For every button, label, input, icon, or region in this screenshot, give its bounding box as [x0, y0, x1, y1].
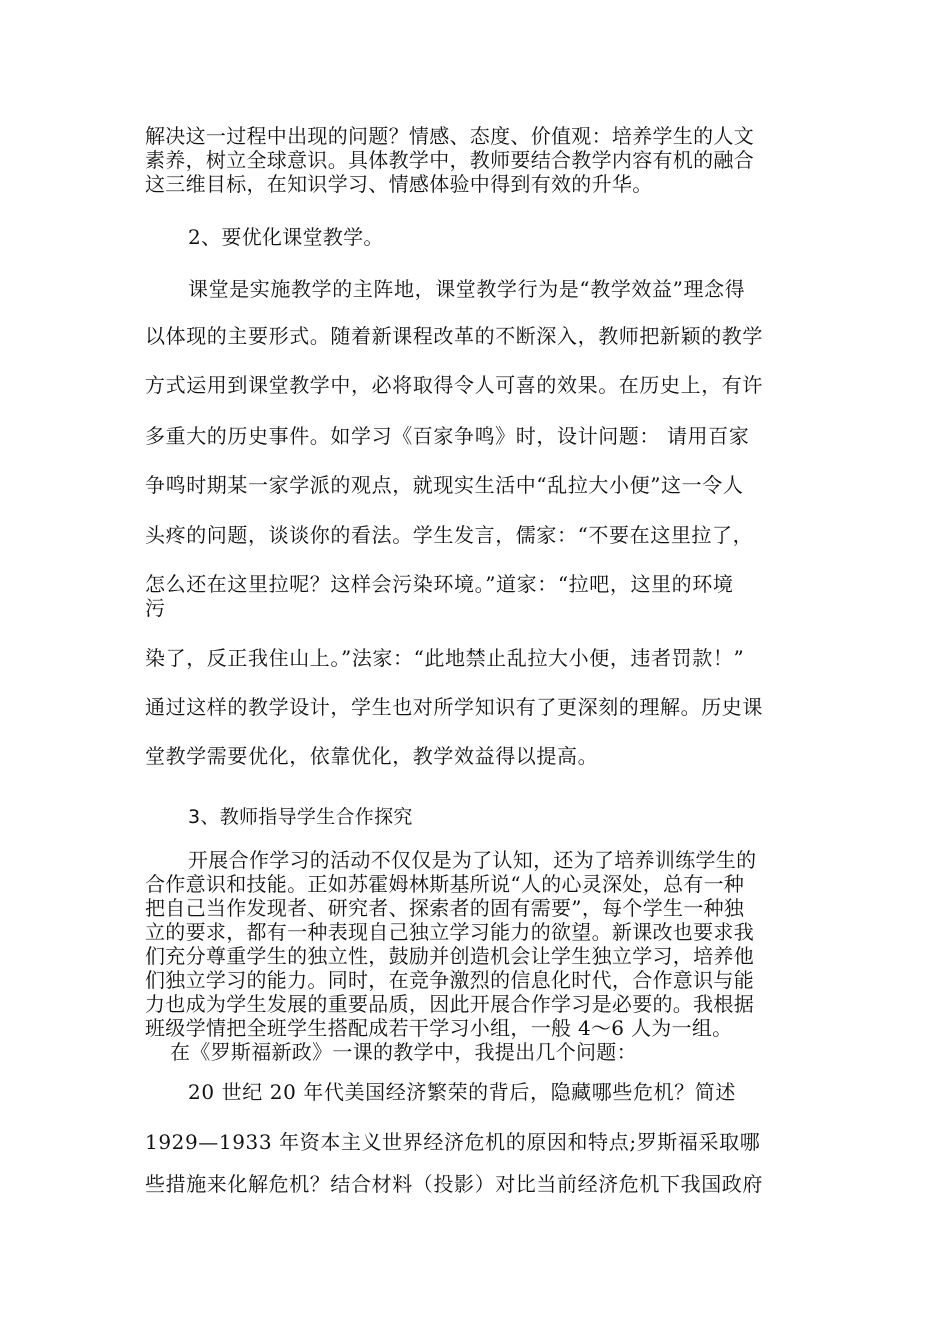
text-line: 方式运用到课堂教学中，必将取得令人可喜的效果。在历史上，有许: [145, 373, 763, 397]
text-line: 解决这一过程中出现的问题？情感、态度、价值观：培养学生的人文: [145, 124, 754, 148]
text-line: 污: [145, 596, 166, 620]
text-line: 这三维目标，在知识学习、情感体验中得到有效的升华。: [145, 172, 653, 196]
text-line: 堂教学需要优化，依靠优化，教学效益得以提高。: [145, 744, 599, 768]
section-heading-2: 2、要优化课堂教学。: [188, 225, 384, 249]
text-line: 力也成为学生发展的重要品质，因此开展合作学习是必要的。我根据: [145, 992, 754, 1016]
text-line: 开展合作学习的活动不仅仅是为了认知，还为了培养训练学生的: [188, 848, 757, 872]
text-line: 班级学情把全班学生搭配成若干学习小组，一般 4～6 人为一组。: [145, 1016, 733, 1040]
text-line: 1929—1933 年资本主义世界经济危机的原因和特点;罗斯福采取哪: [145, 1130, 761, 1154]
text-line: 争鸣时期某一家学派的观点，就现实生活中“乱拉大小便”这一令人: [145, 473, 744, 497]
text-line: 染了，反正我住山上。”法家：“此地禁止乱拉大小便，违者罚款！”: [145, 646, 745, 670]
text-line: 素养，树立全球意识。具体教学中，教师要结合教学内容有机的融合: [145, 148, 754, 172]
text-line: 立的要求，都有一种表现自己独立学习能力的欲望。新课改也要求我: [145, 920, 754, 944]
text-line: 们独立学习的能力。同时，在竞争激烈的信息化时代，合作意识与能: [145, 968, 754, 992]
text-line: 以体现的主要形式。随着新课程改革的不断深入，教师把新颖的教学: [145, 324, 763, 348]
text-line: 把自己当作发现者、研究者、探索者的固有需要”，每个学生一种独: [145, 896, 745, 920]
text-line: 合作意识和技能。正如苏霍姆林斯基所说“人的心灵深处，总有一种: [145, 872, 745, 896]
text-line: 们充分尊重学生的独立性，鼓励并创造机会让学生独立学习，培养他: [145, 944, 754, 968]
text-line: 通过这样的教学设计，学生也对所学知识有了更深刻的理解。历史课: [145, 695, 763, 719]
text-line: 怎么还在这里拉呢？这样会污染环境。”道家：“拉吧，这里的环境: [145, 572, 734, 596]
text-line: 在《罗斯福新政》一课的教学中，我提出几个问题：: [170, 1040, 637, 1064]
text-line: 些措施来化解危机？结合材料（投影）对比当前经济危机下我国政府: [145, 1172, 763, 1196]
text-line: 20 世纪 20 年代美国经济繁荣的背后，隐藏哪些危机？简述: [188, 1080, 736, 1104]
section-heading-3: 3、教师指导学生合作探究: [188, 806, 413, 828]
text-line: 课堂是实施教学的主阵地，课堂教学行为是“教学效益”理念得: [188, 277, 746, 301]
text-line: 多重大的历史事件。如学习《百家争鸣》时，设计问题： 请用百家: [145, 424, 750, 448]
text-line: 头疼的问题，谈谈你的看法。学生发言，儒家：“不要在这里拉了，: [145, 523, 754, 547]
